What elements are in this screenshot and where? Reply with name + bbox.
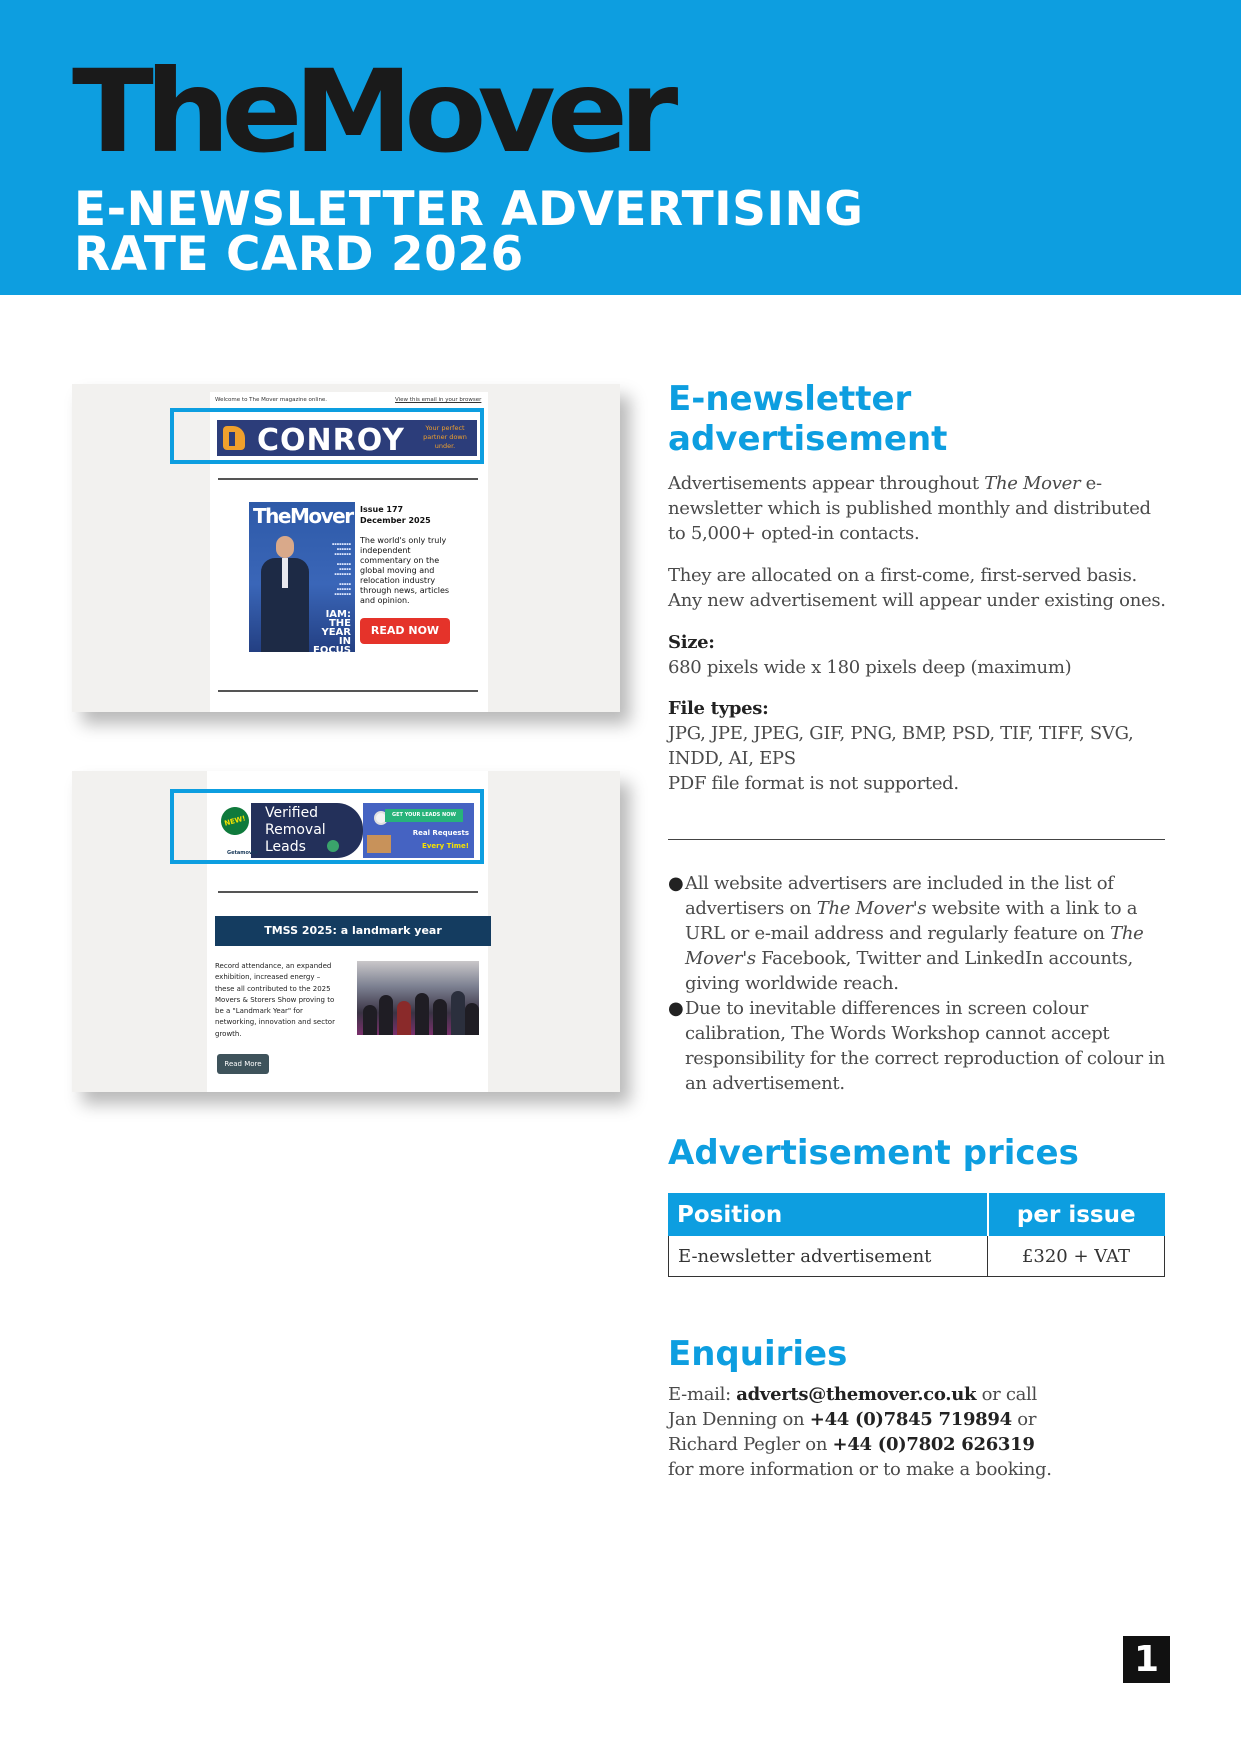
section-heading-prices: Advertisement prices [668, 1133, 1079, 1173]
enquiries-block [668, 1382, 1168, 1482]
email-line: E-mail: adverts@themover.co.uk or call [668, 1384, 1037, 1405]
phone-2[interactable]: +44 (0)7802 626319 [832, 1434, 1035, 1455]
heading-line-2: advertisement [668, 419, 948, 459]
ad-headline: Verified Removal Leads [265, 805, 326, 855]
divider [218, 478, 478, 480]
filetypes-note: PDF file format is not supported. [668, 773, 959, 794]
closing-line: for more information or to make a booking. [668, 1459, 1052, 1480]
ad-line-2: Every Time! [422, 842, 469, 850]
issue-info [360, 504, 431, 526]
section-heading-newsletter [668, 379, 947, 459]
issue-date: December 2025 [360, 516, 431, 525]
bullet-text: Due to inevitable differences in screen colour calibration, The Words Workshop cannot accept responsibility for the correct reproduction of colour in an advertisement. [685, 998, 1165, 1094]
issue-number: Issue 177 [360, 505, 404, 514]
logo: TheMover [72, 46, 670, 179]
filetypes-label: File types: [668, 698, 769, 719]
phone-1[interactable]: +44 (0)7845 719894 [809, 1409, 1012, 1430]
size-block [668, 630, 1168, 680]
cover-headline: IAM: THE YEAR IN FOCUS [313, 609, 351, 652]
ad-line-1: Real Requests [412, 829, 469, 837]
cell-price: £320 + VAT [988, 1236, 1165, 1277]
cover-photo [259, 536, 309, 652]
price-table [668, 1193, 1165, 1277]
size-label: Size: [668, 632, 715, 653]
new-badge: NEW! [218, 804, 252, 838]
section-divider [668, 839, 1165, 840]
col-header-per-issue: per issue [988, 1194, 1165, 1236]
get-leads-button[interactable]: GET YOUR LEADS NOW [385, 809, 463, 822]
divider [218, 690, 478, 692]
table-row [669, 1236, 1165, 1277]
page-title-line1: E-NEWSLETTER ADVERTISING [74, 182, 864, 237]
email-link[interactable]: adverts@themover.co.uk [736, 1384, 977, 1405]
col-header-position: Position [669, 1194, 988, 1236]
cover-sidebar-text: ▪▪▪▪▪▪▪▪ ▪▪▪▪▪▪ ▪▪▪▪▪▪▪ ▪▪▪▪▪▪ ▪▪▪▪▪ ▪▪▪▪▪▪▪ ▪▪▪▪▪ ▪▪▪▪▪▪ ▪▪▪▪▪▪▪ [332, 542, 351, 596]
newsletter-sample-2 [72, 771, 620, 1092]
filetypes-block [668, 696, 1168, 796]
issue-blurb: The world's only truly independent commentary on the global moving and relocation industry through news, articles and opinion. [360, 536, 450, 605]
size-value: 680 pixels wide x 180 pixels deep (maximum) [668, 657, 1072, 678]
magazine-cover[interactable] [249, 502, 355, 652]
article-title[interactable]: TMSS 2025: a landmark year [215, 916, 491, 946]
article-text: Record attendance, an expanded exhibition, increased energy – these all contributed to the 2025 Movers & Storers Show proving to be a "Landmark Year" for networking, innovation and sector growth. [215, 962, 335, 1038]
view-in-browser-link[interactable]: View this email in your browser [395, 397, 482, 403]
bullet-dot: ● [668, 873, 684, 894]
bullet-website-listing [668, 871, 1168, 994]
heading-line-1: E-newsletter [668, 379, 912, 419]
welcome-text: Welcome to The Mover magazine online. [215, 397, 328, 403]
article-photo [357, 961, 479, 1035]
newsletter-sample-1 [72, 384, 620, 712]
conroy-ad-tagline: Your perfect partner down under. [423, 424, 467, 450]
intro-paragraph: Advertisements appear throughout The Mover e-newsletter which is published monthly and distributed to 5,000+ opted-in contacts. [668, 473, 1151, 544]
cover-logo: TheMover [253, 504, 353, 528]
cell-position: E-newsletter advertisement [669, 1236, 988, 1277]
divider [218, 891, 478, 893]
contact-line-2: Richard Pegler on +44 (0)7802 626319 [668, 1434, 1035, 1455]
bullet-dot: ● [668, 998, 684, 1019]
bullet-colour-disclaimer [668, 996, 1168, 1094]
read-now-button[interactable]: READ NOW [360, 618, 450, 644]
ad-highlight-frame [170, 789, 484, 864]
page-number: 1 [1123, 1636, 1170, 1683]
bullet-text: All website advertisers are included in the list of advertisers on The Mover's website with a link to a URL or e-mail address and regularly feature on The Mover's Facebook, Twitter and LinkedIn accounts, giving worldwide reach. [685, 873, 1144, 994]
page-title-line2: RATE CARD 2026 [74, 227, 524, 282]
filetypes-line-1: JPG, JPE, JPEG, GIF, PNG, BMP, PSD, TIF, TIFF, SVG, [668, 723, 1134, 744]
conroy-ad-name: CONROY [257, 423, 405, 458]
section-heading-enquiries: Enquiries [668, 1334, 848, 1374]
read-more-button[interactable]: Read More [217, 1054, 269, 1074]
filetypes-line-2: INDD, AI, EPS [668, 748, 796, 769]
ad-highlight-frame [170, 408, 484, 464]
header-banner [0, 0, 1241, 295]
contact-line-1: Jan Denning on +44 (0)7845 719894 or [668, 1409, 1037, 1430]
ad-brand: Getamover [227, 850, 259, 856]
allocation-paragraph: They are allocated on a first-come, first-served basis. Any new advertisement will appear under existing ones. [668, 565, 1166, 611]
